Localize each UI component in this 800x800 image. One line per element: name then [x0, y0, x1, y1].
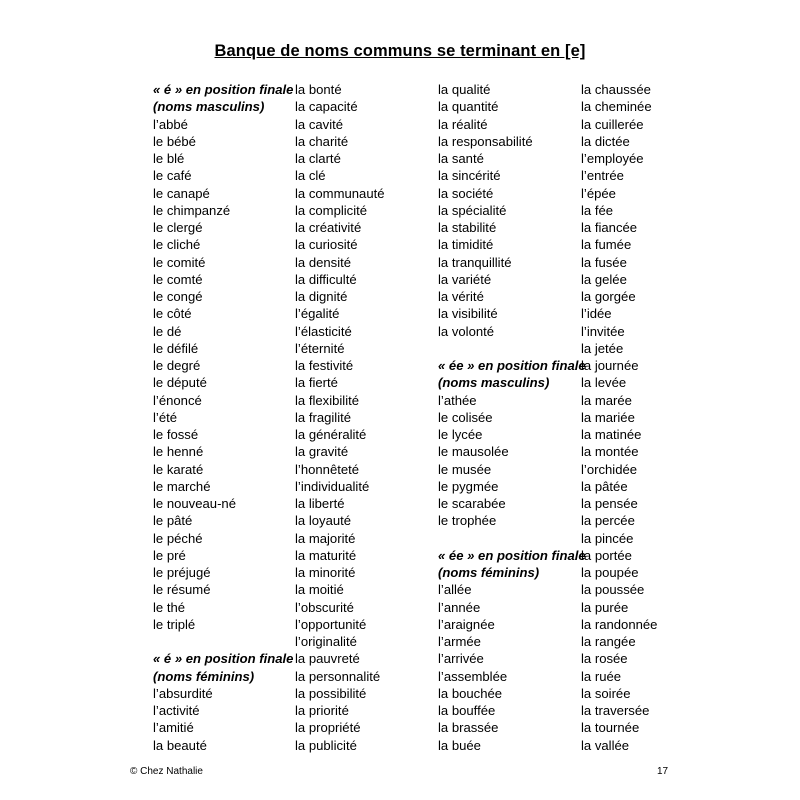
word-entry: la propriété	[295, 720, 361, 736]
word-entry: la pauvreté	[295, 651, 360, 667]
word-entry: la publicité	[295, 737, 357, 753]
word-entry: le résumé	[153, 582, 211, 598]
word-entry: la santé	[438, 151, 484, 166]
word-entry: la beauté	[153, 737, 207, 753]
word-entry: l’orchidée	[581, 461, 638, 477]
section-heading: (noms masculins)	[153, 99, 265, 115]
word-entry: le marché	[153, 478, 211, 494]
word-entry: la brassée	[438, 720, 499, 736]
section-heading: « é » en position finale	[153, 82, 294, 97]
word-entry: l’été	[153, 409, 178, 425]
section-heading: (noms féminins)	[438, 565, 540, 580]
word-entry: la responsabilité	[438, 133, 533, 149]
word-entry: l’assemblée	[438, 668, 508, 684]
word-entry: la soirée	[581, 685, 631, 701]
word-entry: la variété	[438, 271, 492, 287]
word-entry: l’égalité	[295, 306, 340, 322]
word-entry: l’année	[438, 599, 481, 615]
word-entry: la quantité	[438, 99, 499, 115]
word-entry: la festivité	[295, 358, 354, 373]
word-entry: la qualité	[438, 82, 491, 97]
section-heading: « é » en position finale	[153, 651, 294, 667]
word-entry: la gravité	[295, 444, 349, 460]
word-column-2	[295, 81, 385, 754]
word-entry: le café	[153, 168, 192, 184]
word-entry: la fiancée	[581, 220, 638, 235]
word-entry: la pensée	[581, 496, 638, 511]
word-entry: la vallée	[581, 737, 630, 753]
word-entry: le blé	[153, 151, 185, 166]
word-entry: l’athée	[438, 392, 477, 408]
word-entry: l’amitié	[153, 720, 194, 736]
word-entry: la liberté	[295, 496, 345, 511]
word-entry: la poupée	[581, 565, 639, 580]
word-entry: l’énoncé	[153, 392, 202, 408]
word-entry: le canapé	[153, 185, 210, 201]
word-entry: la chaussée	[581, 82, 651, 97]
word-entry: la majorité	[295, 530, 356, 546]
word-entry: la pincée	[581, 530, 634, 546]
word-entry: le comté	[153, 271, 203, 287]
word-entry: le trophée	[438, 513, 497, 529]
word-entry: la fragilité	[295, 409, 352, 425]
spacer	[438, 530, 586, 547]
word-entry: le chimpanzé	[153, 202, 231, 218]
word-entry: la réalité	[438, 116, 488, 132]
word-entry: l’araignée	[438, 616, 495, 632]
word-column-1	[153, 81, 293, 754]
word-entry: l’éternité	[295, 340, 345, 356]
section-heading: « ée » en position finale	[438, 547, 586, 563]
word-entry: la loyauté	[295, 513, 352, 529]
word-entry: le député	[153, 375, 207, 391]
word-entry: la poussée	[581, 582, 645, 598]
word-entry: l’honnêteté	[295, 461, 360, 477]
word-entry: le clergé	[153, 220, 203, 235]
word-entry: la percée	[581, 513, 635, 529]
word-entry: la maturité	[295, 547, 357, 563]
word-entry: l’armée	[438, 634, 481, 649]
word-entry: le congé	[153, 289, 203, 304]
word-entry: la fumée	[581, 237, 632, 253]
word-entry: le henné	[153, 444, 204, 460]
word-entry: le nouveau-né	[153, 496, 236, 511]
word-entry: la cheminée	[581, 99, 652, 115]
word-entry: le dé	[153, 323, 182, 339]
word-entry: la généralité	[295, 427, 367, 442]
word-entry: la tournée	[581, 720, 640, 736]
word-entry: la bouchée	[438, 685, 503, 701]
word-entry: l’arrivée	[438, 651, 484, 667]
word-entry: la possibilité	[295, 685, 367, 701]
word-entry: la cavité	[295, 116, 344, 132]
word-entry: la montée	[581, 444, 639, 460]
word-entry: la randonnée	[581, 616, 658, 632]
word-entry: la rangée	[581, 634, 636, 649]
word-entry: la spécialité	[438, 202, 507, 218]
word-entry: la curiosité	[295, 237, 358, 253]
word-entry: la gorgée	[581, 289, 636, 304]
word-entry: le fossé	[153, 427, 199, 442]
word-entry: la traversée	[581, 703, 650, 718]
word-entry: la cuillerée	[581, 116, 644, 132]
word-entry: le pygmée	[438, 478, 499, 494]
word-entry: la communauté	[295, 185, 385, 201]
spacer	[153, 633, 293, 650]
word-entry: la timidité	[438, 237, 494, 253]
word-entry: le pâté	[153, 513, 193, 529]
word-entry: le musée	[438, 461, 492, 477]
word-entry: la matinée	[581, 427, 642, 442]
word-entry: la fierté	[295, 375, 338, 391]
footer-copyright: © Chez Nathalie	[130, 766, 203, 777]
word-entry: la pâtée	[581, 478, 628, 494]
word-entry: la société	[438, 185, 494, 201]
word-entry: la clarté	[295, 151, 341, 166]
word-entry: la créativité	[295, 220, 362, 235]
word-entry: la personnalité	[295, 668, 381, 684]
word-entry: la bonté	[295, 82, 342, 97]
word-entry: la dignité	[295, 289, 348, 304]
word-entry: l’activité	[153, 703, 200, 718]
word-entry: la levée	[581, 375, 627, 391]
word-entry: la ruée	[581, 668, 622, 684]
footer-page-number: 17	[657, 766, 669, 777]
word-entry: le mausolée	[438, 444, 509, 460]
word-entry: la purée	[581, 599, 629, 615]
word-entry: la vérité	[438, 289, 484, 304]
word-entry: le bébé	[153, 133, 196, 149]
word-entry: le colisée	[438, 409, 493, 425]
word-entry: la bouffée	[438, 703, 496, 718]
word-entry: la marée	[581, 392, 632, 408]
word-entry: le thé	[153, 599, 186, 615]
word-entry: la minorité	[295, 565, 356, 580]
word-entry: la tranquillité	[438, 254, 512, 270]
word-entry: la moitié	[295, 582, 344, 598]
word-entry: l’employée	[581, 151, 644, 166]
word-entry: la dictée	[581, 133, 630, 149]
word-entry: la stabilité	[438, 220, 497, 235]
page-title: Banque de noms communs se terminant en [e]	[214, 42, 586, 60]
word-entry: la charité	[295, 133, 349, 149]
word-entry: la volonté	[438, 323, 495, 339]
word-entry: la capacité	[295, 99, 358, 115]
word-entry: l’entrée	[581, 168, 624, 184]
section-heading: « ée » en position finale	[438, 358, 586, 373]
word-entry: l’idée	[581, 306, 612, 322]
word-entry: la fée	[581, 202, 614, 218]
word-entry: la densité	[295, 254, 352, 270]
word-entry: le comité	[153, 254, 206, 270]
word-entry: la gelée	[581, 271, 627, 287]
word-entry: le lycée	[438, 427, 483, 442]
word-entry: la jetée	[581, 340, 624, 356]
word-entry: le préjugé	[153, 565, 211, 580]
word-entry: la visibilité	[438, 306, 498, 322]
word-entry: l’allée	[438, 582, 472, 598]
word-entry: l’originalité	[295, 634, 357, 649]
word-entry: l’élasticité	[295, 323, 352, 339]
word-entry: le triplé	[153, 616, 196, 632]
word-entry: le défilé	[153, 340, 199, 356]
word-entry: l’invitée	[581, 323, 625, 339]
word-entry: le scarabée	[438, 496, 506, 511]
word-entry: l’obscurité	[295, 599, 354, 615]
word-entry: la fusée	[581, 254, 627, 270]
word-entry: le degré	[153, 358, 201, 373]
word-entry: la buée	[438, 737, 481, 753]
word-entry: le côté	[153, 306, 192, 322]
word-column-3	[438, 81, 586, 754]
word-entry: le péché	[153, 530, 203, 546]
word-entry: la rosée	[581, 651, 628, 667]
word-entry: le karaté	[153, 461, 204, 477]
word-column-4	[581, 81, 657, 754]
word-entry: la mariée	[581, 409, 635, 425]
word-entry: l’abbé	[153, 116, 188, 132]
word-entry: la clé	[295, 168, 326, 184]
spacer	[438, 340, 586, 357]
word-entry: la portée	[581, 547, 632, 563]
section-heading: (noms masculins)	[438, 375, 550, 391]
word-entry: la journée	[581, 358, 639, 373]
word-entry: l’absurdité	[153, 685, 213, 701]
section-heading: (noms féminins)	[153, 668, 255, 684]
word-entry: le cliché	[153, 237, 201, 253]
word-entry: la sincérité	[438, 168, 501, 184]
word-entry: l’épée	[581, 185, 616, 201]
word-entry: la flexibilité	[295, 392, 360, 408]
word-entry: la priorité	[295, 703, 349, 718]
word-entry: la complicité	[295, 202, 368, 218]
word-entry: la difficulté	[295, 271, 357, 287]
word-entry: l’individualité	[295, 478, 370, 494]
word-entry: l’opportunité	[295, 616, 367, 632]
word-entry: le pré	[153, 547, 186, 563]
